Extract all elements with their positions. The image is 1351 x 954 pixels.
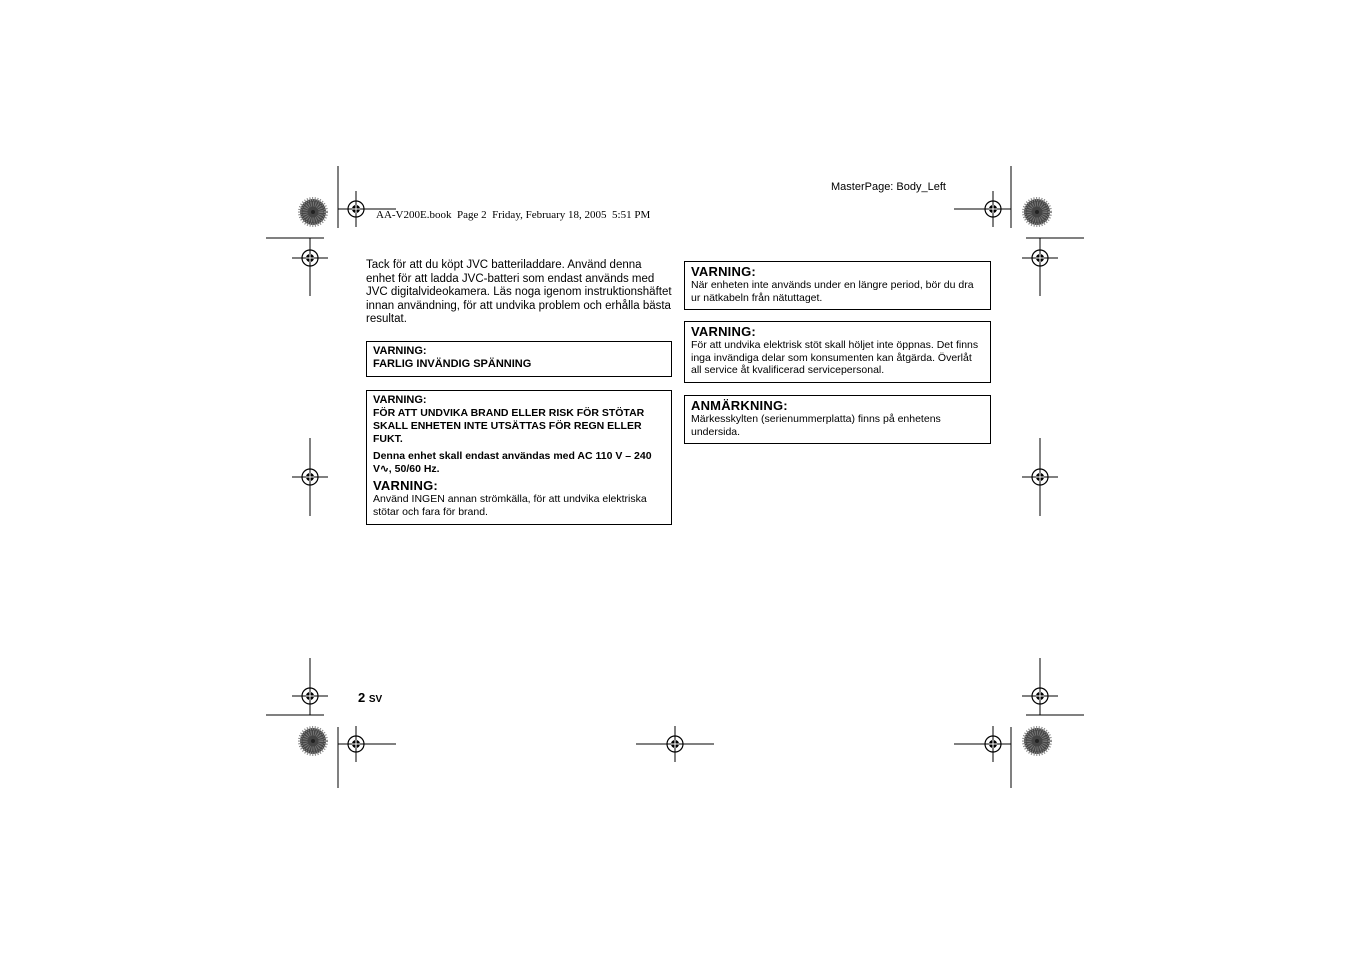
book-info-line: AA-V200E.book Page 2 Friday, February 18, 2005 5:51 PM — [376, 209, 651, 221]
masterpage-label: MasterPage: Body_Left — [831, 181, 946, 193]
warning-text: FARLIG INVÄNDIG SPÄNNING — [373, 358, 532, 370]
intro-paragraph: Tack för att du köpt JVC batteriladdare. Använd denna enhet för att ladda JVC-batteri som endast används med JVC digitalvideokamera. Läs noga igenom instruktionshäftet innan användning, för att undvika problem och erhålla bästa resultat. — [366, 259, 672, 326]
warning-title: VARNING: — [691, 324, 756, 339]
warning-fire-text: FÖR ATT UNDVIKA BRAND ELLER RISK FÖR STÖTAR SKALL ENHETEN INTE UTSÄTTAS FÖR REGN ELLER FUKT. — [373, 407, 645, 445]
warning-title: VARNING: — [373, 394, 427, 406]
note-title: ANMÄRKNING: — [691, 398, 788, 413]
warning-title: VARNING: — [373, 345, 427, 357]
warning-title: VARNING: — [691, 264, 756, 279]
warning-text: När enheten inte används under en längre period, bör du dra ur nätkabeln från nätuttaget. — [691, 279, 974, 304]
warning-power-text: Denna enhet skall endast användas med AC 110 V – 240 V∿, 50/60 Hz. — [373, 450, 652, 475]
warning-title-secondary: VARNING: — [373, 478, 438, 493]
note-text: Märkesskylten (serienummerplatta) finns på enhetens undersida. — [691, 413, 941, 438]
warning-power-source-text: Använd INGEN annan strömkälla, för att undvika elektriska stötar och fara för brand. — [373, 493, 647, 518]
warning-text: För att undvika elektrisk stöt skall höljet inte öppnas. Det finns inga invändiga delar som konsumenten kan åtgärda. Överlåt all service åt kvalificerad servicepersonal. — [691, 339, 979, 377]
page-language: SV — [368, 694, 383, 705]
page-number-value: 2 — [358, 690, 366, 705]
